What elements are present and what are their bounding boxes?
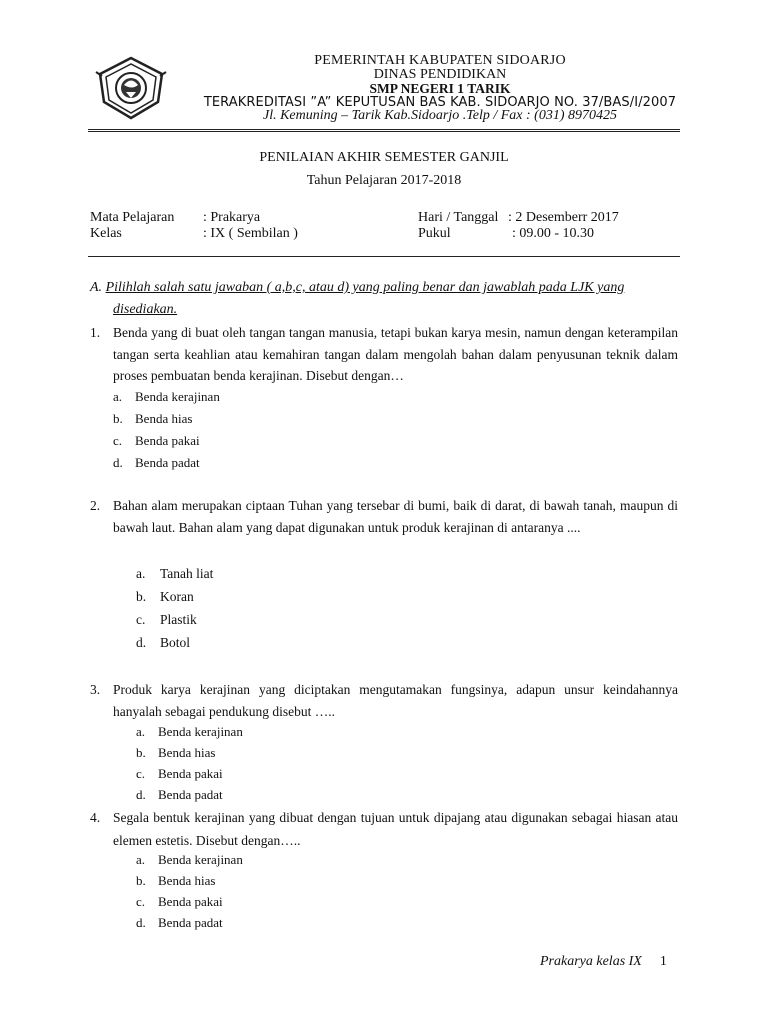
question-number: 2.: [90, 498, 101, 513]
question-text: Segala bentuk kerajinan yang dibuat dengan tujuan untuk dipajang atau digunakan sebagai hiasan atau elemen estetis. Disebut dengan…..: [113, 810, 678, 848]
option-letter: a.: [136, 566, 146, 581]
header-divider-thin: [88, 131, 680, 132]
class-value: : IX ( Sembilan ): [203, 226, 298, 241]
option-letter: a.: [136, 852, 146, 867]
option-letter: c.: [136, 766, 146, 781]
option-letter: b.: [136, 873, 146, 888]
question-text: Produk karya kerajinan yang diciptakan mengutamakan fungsinya, adapun unsur keindahannya hanyalah sebagai pendukung disebut …..: [113, 682, 678, 719]
section-instruction-line1: Pilihlah salah satu jawaban ( a,b,c, atau d) yang paling benar dan jawablah pada LJK yang: [105, 280, 625, 295]
question-4-option-b: [136, 873, 215, 889]
letterhead-department: DINAS PENDIDIKAN: [373, 67, 507, 82]
option-text: Benda padat: [158, 787, 223, 802]
question-2-option-b: [136, 589, 194, 605]
option-text: Benda kerajinan: [135, 389, 220, 404]
letterhead-government: PEMERINTAH KABUPATEN SIDOARJO: [314, 53, 566, 68]
option-letter: d.: [136, 635, 147, 650]
option-text: Plastik: [160, 612, 197, 627]
question-text: Benda yang di buat oleh tangan tangan manusia, tetapi bukan karya mesin, namun dengan keterampilan tangan serta keahlian atau kemahiran tangan dalam mengolah bahan dalam penyusunan teknik dalam proses pembuatan benda kerajinan. Disebut dengan…: [113, 325, 678, 383]
option-text: Benda kerajinan: [158, 724, 243, 739]
option-letter: b.: [136, 589, 147, 604]
option-letter: c.: [136, 612, 146, 627]
letterhead-school-name: SMP NEGERI 1 TARIK: [369, 81, 511, 96]
page-number: 1: [659, 954, 667, 969]
question-2-option-c: [136, 612, 197, 628]
option-text: Benda hias: [135, 411, 193, 426]
time-label: Pukul: [418, 226, 451, 241]
question-1-option-a: [113, 389, 220, 405]
page-footer: [540, 954, 667, 970]
question-1-option-d: [113, 455, 200, 471]
option-letter: a.: [113, 389, 123, 404]
header-divider-thick: [88, 129, 680, 130]
option-text: Benda pakai: [158, 766, 223, 781]
exam-year: Tahun Pelajaran 2017-2018: [306, 173, 462, 188]
question-1-option-b: [113, 411, 192, 427]
question-4-option-d: [136, 915, 223, 931]
option-text: Benda pakai: [135, 433, 200, 448]
question-1-option-c: [113, 433, 200, 449]
option-letter: c.: [113, 433, 123, 448]
footer-subject: Prakarya kelas IX: [540, 954, 642, 969]
option-letter: b.: [136, 745, 146, 760]
school-logo-emblem: [88, 52, 174, 124]
subject-value: : Prakarya: [203, 210, 261, 225]
question-2: [90, 495, 678, 539]
question-3-option-a: [136, 724, 243, 740]
section-instruction-cont: [113, 302, 177, 318]
section-instruction: [90, 280, 624, 296]
option-letter: d.: [113, 455, 123, 470]
option-letter: b.: [113, 411, 123, 426]
class-label: Kelas: [90, 226, 122, 241]
question-number: 4.: [90, 810, 101, 825]
info-divider: [88, 256, 680, 257]
question-2-option-d: [136, 635, 190, 651]
question-number: 3.: [90, 682, 101, 697]
option-text: Benda hias: [158, 873, 216, 888]
option-text: Botol: [160, 635, 191, 650]
question-3-option-c: [136, 766, 223, 782]
question-3-option-b: [136, 745, 215, 761]
option-text: Tanah liat: [160, 566, 214, 581]
time-value: : 09.00 - 10.30: [512, 226, 595, 241]
letterhead-accreditation: TERAKREDITASI ”A” KEPUTUSAN BAS KAB. SIDOARJO NO. 37/BAS/I/2007: [203, 95, 677, 110]
question-2-option-a: [136, 566, 213, 582]
option-text: Benda hias: [158, 745, 216, 760]
option-letter: d.: [136, 787, 146, 802]
date-label: Hari / Tanggal: [418, 210, 499, 225]
question-4: [90, 806, 678, 852]
option-letter: d.: [136, 915, 146, 930]
option-letter: c.: [136, 894, 146, 909]
option-text: Benda padat: [135, 455, 200, 470]
date-value: : 2 Desemberr 2017: [508, 210, 619, 225]
question-4-option-c: [136, 894, 223, 910]
letterhead-address: Jl. Kemuning – Tarik Kab.Sidoarjo .Telp / Fax : (031) 8970425: [262, 108, 618, 123]
option-text: Benda pakai: [158, 894, 223, 909]
option-letter: a.: [136, 724, 146, 739]
section-letter: A.: [90, 280, 103, 295]
question-3-option-d: [136, 787, 223, 803]
option-text: Benda padat: [158, 915, 223, 930]
section-instruction-line2: disediakan.: [113, 302, 178, 317]
option-text: Benda kerajinan: [158, 852, 243, 867]
question-4-option-a: [136, 852, 243, 868]
option-text: Koran: [160, 589, 194, 604]
question-1: [90, 322, 678, 387]
question-text: Bahan alam merupakan ciptaan Tuhan yang tersebar di bumi, baik di darat, di bawah tanah, maupun di bawah laut. Bahan alam yang dapat digunakan untuk produk kerajinan di antaranya ....: [113, 498, 678, 535]
subject-label: Mata Pelajaran: [90, 210, 175, 225]
exam-title: PENILAIAN AKHIR SEMESTER GANJIL: [259, 150, 509, 165]
question-3: [90, 679, 678, 723]
question-number: 1.: [90, 325, 101, 340]
